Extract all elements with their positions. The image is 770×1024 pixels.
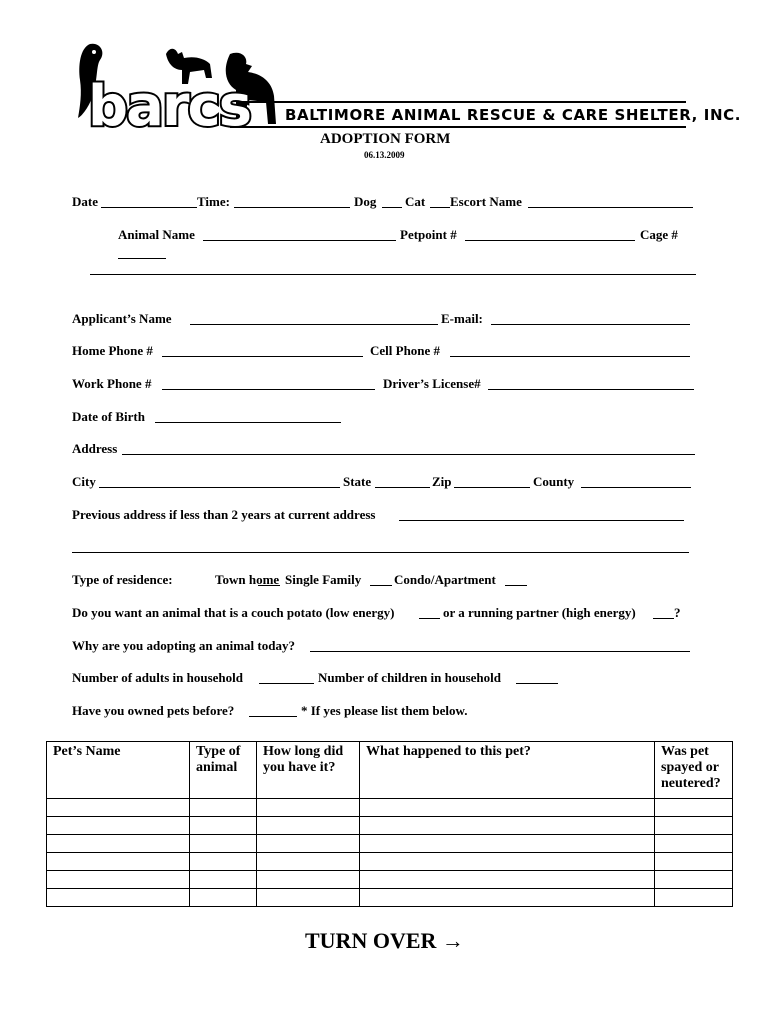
table-row [47, 817, 733, 835]
table-cell[interactable] [190, 889, 257, 907]
dob-field[interactable] [155, 422, 341, 423]
form-title: ADOPTION FORM [320, 131, 451, 147]
county-label: County [533, 474, 575, 489]
date-label: Date [72, 194, 98, 209]
table-cell[interactable] [655, 799, 733, 817]
table-cell[interactable] [655, 817, 733, 835]
table-cell[interactable] [655, 853, 733, 871]
section-divider [90, 274, 696, 275]
single-family-label: Single Family [285, 572, 362, 587]
town-home-field[interactable] [258, 585, 280, 586]
zip-label: Zip [432, 474, 452, 489]
applicant-name-field[interactable] [190, 324, 438, 325]
table-cell[interactable] [190, 835, 257, 853]
table-row [47, 799, 733, 817]
condo-field[interactable] [505, 585, 527, 586]
table-cell[interactable] [257, 799, 360, 817]
table-cell[interactable] [47, 817, 190, 835]
logo-tagline: BALTIMORE ANIMAL RESCUE & CARE SHELTER, INC. [285, 106, 742, 124]
why-adopt-field[interactable] [310, 651, 690, 652]
town-home-label: Town home [215, 572, 280, 587]
table-cell[interactable] [47, 871, 190, 889]
work-phone-label: Work Phone # [72, 376, 152, 391]
header-how-long: How long did you have it? [257, 742, 360, 799]
state-field[interactable] [375, 487, 430, 488]
table-cell[interactable] [47, 799, 190, 817]
table-cell[interactable] [655, 871, 733, 889]
time-label: Time: [197, 194, 230, 209]
petpoint-label: Petpoint # [400, 227, 457, 242]
table-row [47, 853, 733, 871]
table-cell[interactable] [360, 835, 655, 853]
table-cell[interactable] [257, 871, 360, 889]
single-family-field[interactable] [370, 585, 392, 586]
city-field[interactable] [99, 487, 340, 488]
cat-label: Cat [405, 194, 426, 209]
pets-table [46, 741, 733, 907]
home-phone-field[interactable] [162, 356, 363, 357]
table-row [47, 889, 733, 907]
table-cell[interactable] [360, 889, 655, 907]
table-cell[interactable] [257, 853, 360, 871]
petpoint-field[interactable] [465, 240, 635, 241]
dog-field[interactable] [382, 207, 402, 208]
children-field[interactable] [516, 683, 558, 684]
city-label: City [72, 474, 96, 489]
why-adopt-label: Why are you adopting an animal today? [72, 638, 295, 653]
prev-address-field[interactable] [399, 520, 684, 521]
email-label: E-mail: [441, 311, 483, 326]
animal-name-label: Animal Name [118, 227, 195, 242]
high-energy-field[interactable] [653, 618, 674, 619]
work-phone-field[interactable] [162, 389, 375, 390]
dob-label: Date of Birth [72, 409, 145, 424]
prev-address-field-2[interactable] [72, 552, 689, 553]
energy-question-mark: ? [674, 605, 681, 620]
table-cell[interactable] [190, 871, 257, 889]
logo-wordmark: barcs [88, 74, 251, 139]
table-cell[interactable] [360, 853, 655, 871]
email-field[interactable] [491, 324, 690, 325]
header-type: Type of animal [190, 742, 257, 799]
table-cell[interactable] [655, 889, 733, 907]
license-field[interactable] [488, 389, 694, 390]
cell-phone-field[interactable] [450, 356, 690, 357]
table-cell[interactable] [360, 817, 655, 835]
header-what-happened: What happened to this pet? [360, 742, 655, 799]
table-cell[interactable] [190, 853, 257, 871]
escort-field[interactable] [528, 207, 693, 208]
cat-field[interactable] [430, 207, 450, 208]
table-cell[interactable] [47, 853, 190, 871]
table-cell[interactable] [190, 799, 257, 817]
owned-pets-label: Have you owned pets before? [72, 703, 235, 718]
dog-label: Dog [354, 194, 377, 209]
license-label: Driver’s License# [383, 376, 481, 391]
prev-address-label: Previous address if less than 2 years at current address [72, 507, 376, 522]
address-label: Address [72, 441, 118, 456]
date-field[interactable] [101, 207, 197, 208]
energy-question-a: Do you want an animal that is a couch potato (low energy) [72, 605, 395, 620]
table-cell[interactable] [257, 835, 360, 853]
escort-label: Escort Name [450, 194, 522, 209]
table-cell[interactable] [360, 799, 655, 817]
state-label: State [343, 474, 372, 489]
header-pet-name: Pet’s Name [47, 742, 190, 799]
animal-name-field[interactable] [203, 240, 396, 241]
home-phone-label: Home Phone # [72, 343, 153, 358]
table-header-row [47, 742, 733, 799]
table-cell[interactable] [257, 817, 360, 835]
cell-phone-label: Cell Phone # [370, 343, 441, 358]
table-cell[interactable] [360, 871, 655, 889]
table-row [47, 835, 733, 853]
time-field[interactable] [234, 207, 350, 208]
cage-field[interactable] [118, 258, 166, 259]
header-spayed: Was pet spayed or neutered? [655, 742, 733, 799]
turn-over-text: TURN OVER → [305, 928, 464, 953]
children-label: Number of children in household [318, 670, 502, 685]
residence-label: Type of residence: [72, 572, 173, 587]
adults-field[interactable] [259, 683, 314, 684]
owned-pets-field[interactable] [249, 716, 297, 717]
condo-label: Condo/Apartment [394, 572, 496, 587]
form-date: 06.13.2009 [364, 150, 405, 160]
cage-label: Cage # [640, 227, 678, 242]
adults-label: Number of adults in household [72, 670, 243, 685]
table-cell[interactable] [47, 889, 190, 907]
table-cell[interactable] [655, 835, 733, 853]
owned-pets-note: * If yes please list them below. [301, 703, 468, 718]
table-cell[interactable] [47, 835, 190, 853]
energy-question-b: or a running partner (high energy) [443, 605, 636, 620]
table-cell[interactable] [257, 889, 360, 907]
address-field[interactable] [122, 454, 695, 455]
low-energy-field[interactable] [419, 618, 440, 619]
applicant-name-label: Applicant’s Name [72, 311, 172, 326]
table-cell[interactable] [190, 817, 257, 835]
zip-field[interactable] [454, 487, 530, 488]
arrow-right-icon: → [441, 928, 464, 953]
table-row [47, 871, 733, 889]
county-field[interactable] [581, 487, 691, 488]
